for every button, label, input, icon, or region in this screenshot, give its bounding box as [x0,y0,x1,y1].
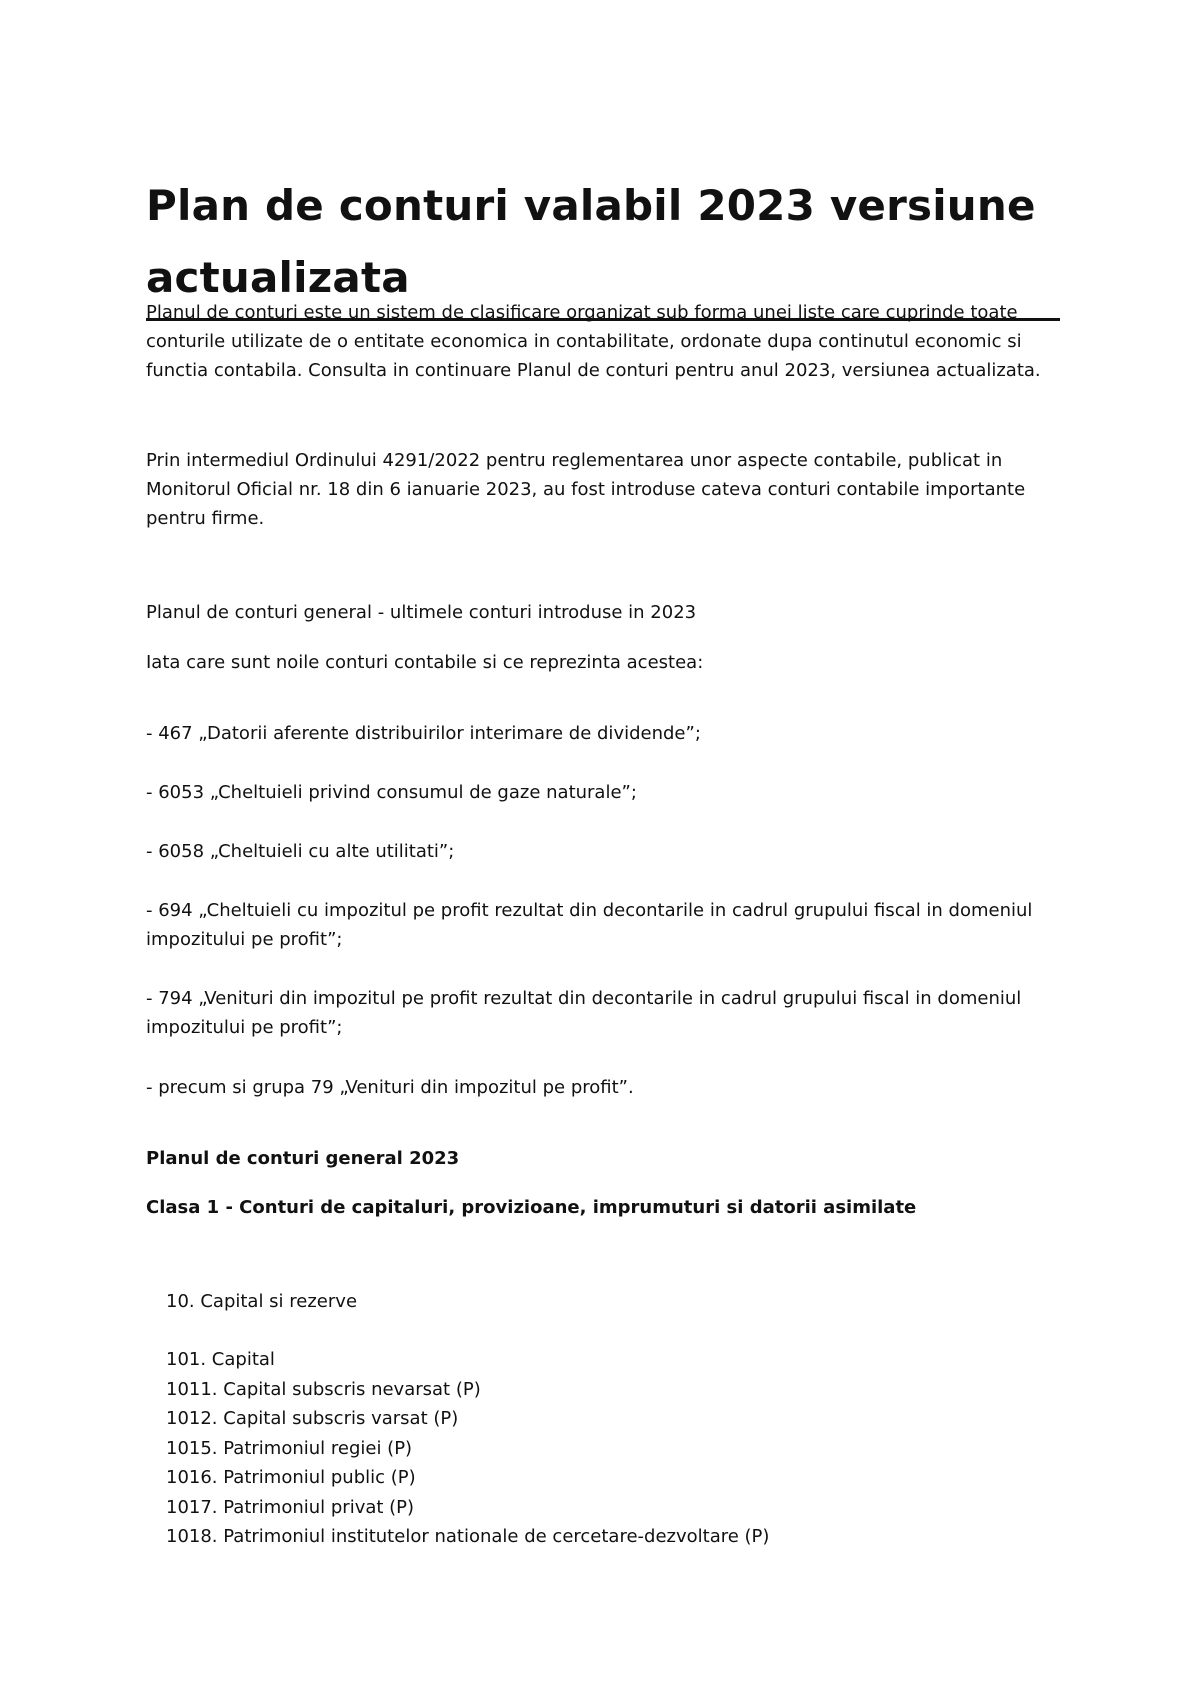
account-item: 1011. Capital subscris nevarsat (P) [166,1378,481,1400]
order-paragraph: Prin intermediul Ordinului 4291/2022 pentru reglementarea unor aspecte contabile, publicat in Monitorul Oficial nr. 18 din 6 ianuarie 2023, au fost introduse cateva conturi contabile importante pentru firme. [146,450,1026,529]
account-item: 1015. Patrimoniul regiei (P) [166,1437,413,1459]
new-account-item: - 794 „Venituri din impozitul pe profit rezultat din decontarile in cadrul grupului fiscal in domeniul impozitului pe profit”; [146,988,1022,1038]
intro-paragraph: Planul de conturi este un sistem de clasificare organizat sub forma unei liste care cuprinde toate conturile utilizate de o entitate economica in contabilitate, ordonate dupa continutul economic si functia contabila. Consulta in continuare Planul de conturi pentru anul 2023, versiunea actualizata. [146,302,1041,381]
class-heading: Clasa 1 - Conturi de capitaluri, provizioane, imprumuturi si datorii asimilate [146,1197,917,1218]
account-item: 1018. Patrimoniul institutelor nationale de cercetare-dezvoltare (P) [166,1526,770,1547]
plan-heading: Planul de conturi general 2023 [146,1148,460,1169]
new-accounts-intro: Iata care sunt noile conturi contabile si ce reprezinta acestea: [146,652,704,673]
new-account-item: - 467 „Datorii aferente distribuirilor interimare de dividende”; [146,723,701,744]
account-item: 1016. Patrimoniul public (P) [166,1467,416,1488]
new-account-item: - 6058 „Cheltuieli cu alte utilitati”; [146,841,455,862]
account-list [166,1345,1060,1552]
new-accounts-heading: Planul de conturi general - ultimele conturi introduse in 2023 [146,602,697,623]
account-item: 1012. Capital subscris varsat (P) [166,1408,459,1429]
account-item: 1017. Patrimoniul privat (P) [166,1496,415,1518]
new-account-item: - 694 „Cheltuieli cu impozitul pe profit rezultat din decontarile in cadrul grupului fiscal in domeniul impozitului pe profit”; [146,900,1033,950]
new-account-item: - precum si grupa 79 „Venituri din impozitul pe profit”. [146,1077,634,1098]
new-account-item: - 6053 „Cheltuieli privind consumul de gaze naturale”; [146,782,637,803]
document-title: Plan de conturi valabil 2023 versiune actualizata [146,170,1060,321]
account-item: 101. Capital [166,1349,275,1370]
group-heading: 10. Capital si rezerve [166,1291,358,1312]
